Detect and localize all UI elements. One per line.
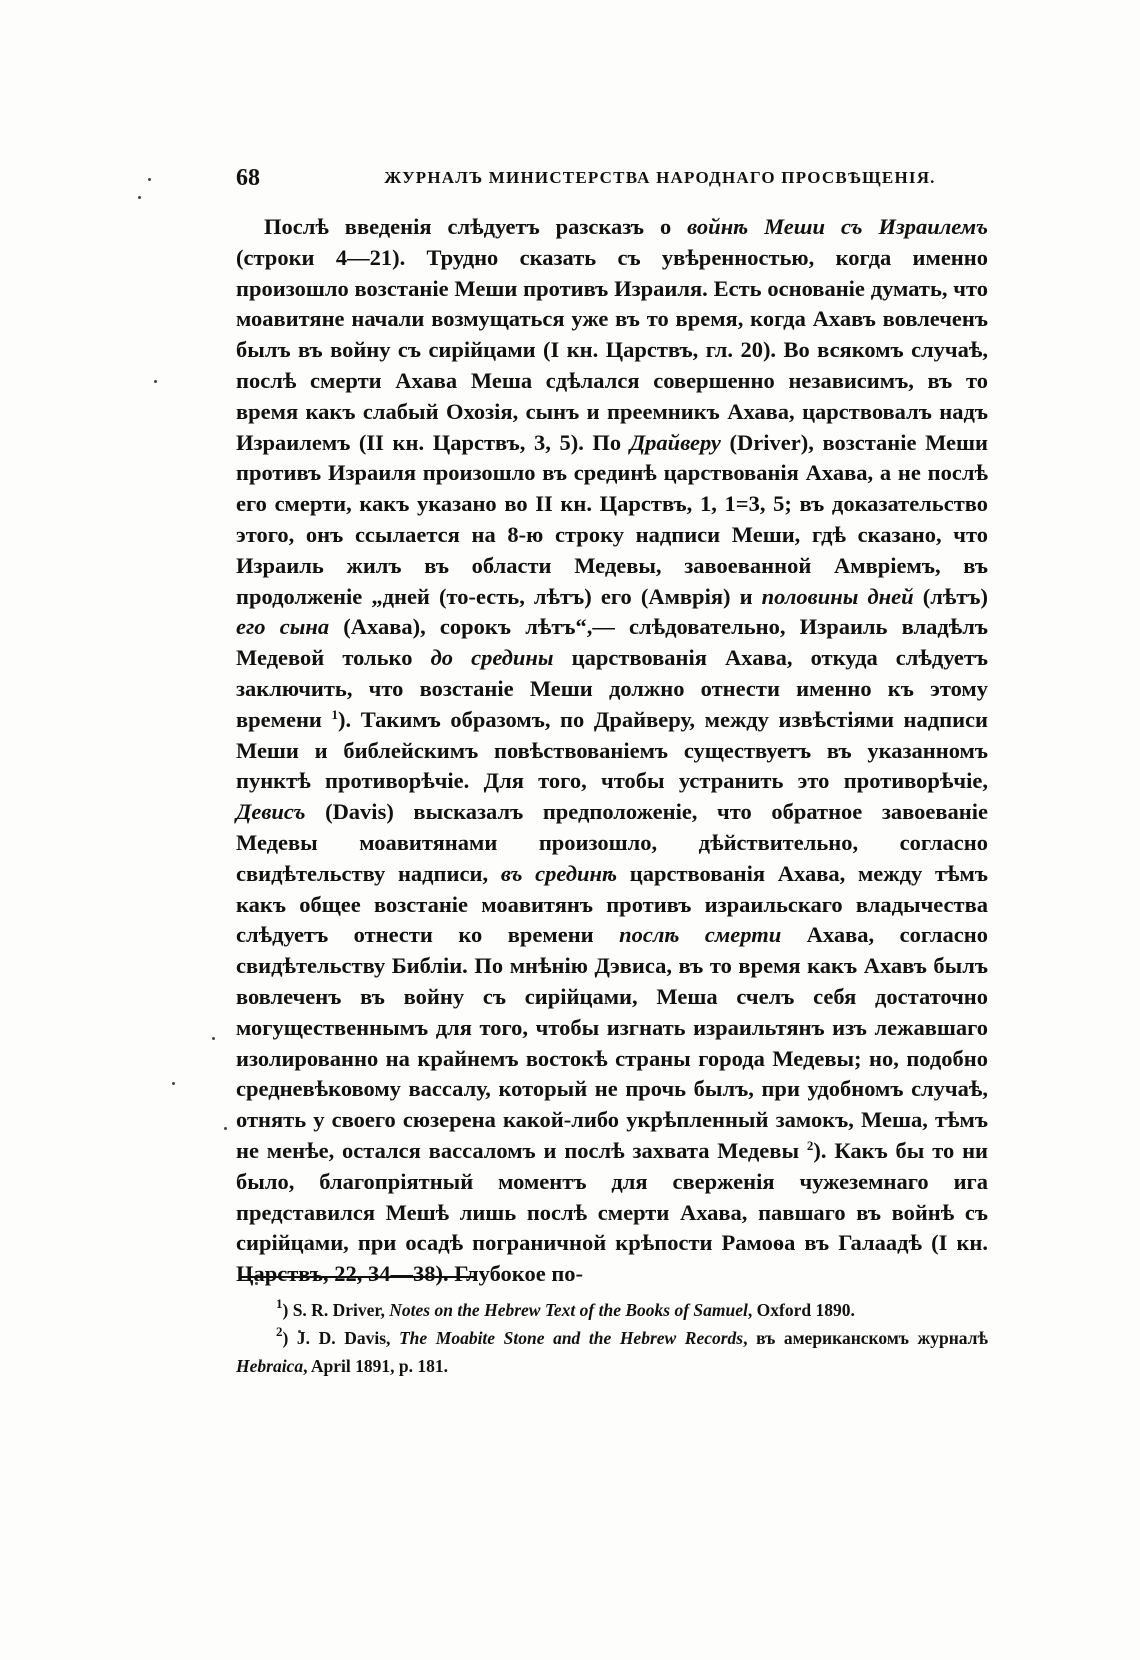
italic-phrase: Драйверу [629,429,721,455]
text-run: Ахава, согласно свидѣтельству Библіи. По мнѣнію Дэвиса, въ то время какъ Ахавъ былъ вовлеченъ въ войну съ сирійцами, Меша счелъ себя достаточно могущественнымъ для того, чтобы изгнать израильтянъ изъ лежавшаго изолированно на крайнемъ востокѣ страны города Медевы; но, подобно средневѣковому вассалу, который не прочь былъ, при удобномъ случаѣ, отнять у своего сюзерена какой-либо укрѣпленный замокъ, Меша, тѣмъ не менѣе, остался вассаломъ и послѣ захвата Медевы [236,922,988,1163]
footnote-mark-1: 1 [276,1296,283,1311]
text-run: царствованія Ахава, откуда слѣдуетъ заключить, что возстаніе Меши должно отнести именно къ этому времени [236,645,989,732]
footnote-1 [236,1296,988,1324]
footnote-text: ) J. D. Davis, [282,1328,399,1348]
text-run: (строки 4—21). Трудно сказать съ увѣренностью, когда именно произошло возстаніе Меши противъ Израиля. Есть основаніе думать, что моавитяне начали возмущаться уже въ то время, когда Ахавъ вовлеченъ былъ въ войну съ сирійцами (I кн. Царствъ, гл. 20). Во всякомъ случаѣ, послѣ смерти Ахава Меша сдѣлался совершенно независимъ, въ то время какъ слабый Охозія, сынъ и преемникъ Ахава, царствовалъ надъ Израилемъ (II кн. Царствъ, 3, 5). По [236,244,988,455]
footnote-text: , въ американскомъ журналѣ [743,1328,989,1348]
scan-speck [224,1127,227,1130]
italic-phrase: Девисъ [236,799,306,825]
footnote-journal: Hebraica [236,1356,304,1376]
footnote-rule [240,1276,476,1278]
text-run: (лѣтъ) [913,583,988,609]
italic-phrase: войнѣ Меши съ Израилемъ [687,214,988,239]
footnote-text: , April 1891, p. 181. [303,1356,448,1376]
italic-phrase: послѣ смерти [619,922,782,948]
footnote-mark-2: 2 [276,1324,283,1339]
text-run: Послѣ введенія слѣдуетъ разсказъ о [264,214,688,239]
footnote-2 [236,1324,988,1380]
footnote-text: ) S. R. Driver, [282,1300,390,1320]
scan-speck [154,380,157,383]
italic-phrase: его сына [236,614,330,640]
footnote-ref-2: 2 [806,1137,814,1153]
page-header [236,158,988,198]
footnote-text: , Oxford 1890. [747,1300,855,1320]
page-number: 68 [236,165,260,191]
footnotes [236,1296,988,1380]
italic-phrase: въ срединѣ [500,860,618,886]
scan-speck [172,1082,175,1085]
text-run: (Ахава), сорокъ лѣтъ“,— слѣдовательно, Израиль владѣлъ Медевой только [236,614,988,671]
text-run: ). Такимъ образомъ, по Драйверу, между извѣстіями надписи Меши и библейскимъ повѣствованіемъ существуетъ въ указанномъ пунктѣ противорѣчіе. Для того, чтобы устранить это противорѣчіе, [236,706,988,794]
scan-speck [212,1037,215,1040]
footnote-title: The Moabite Stone and the Hebrew Records [398,1328,744,1348]
text-run: (Driver), возстаніе Меши противъ Израиля произошло въ срединѣ царствованія Ахава, а не послѣ его смерти, какъ указано во II кн. Царствъ, 1, 1=3, 5; въ доказательство этого, онъ ссылается на 8-ю строку надписи Меши, гдѣ сказано, что Израиль жилъ въ области Медевы, завоеванной Амвріемъ, въ продолженіе „дней (то-есть, лѣтъ) его (Амврія) и [236,429,989,609]
running-head: ЖУРНАЛЪ МИНИСТЕРСТВА НАРОДНАГО ПРОСВѢЩЕНІЯ. [384,168,936,187]
italic-phrase: половины дней [761,583,914,609]
footnote-title: Notes on the Hebrew Text of the Books of Samuel [389,1300,748,1320]
text-run: царствованія Ахава, между тѣмъ какъ общее возстаніе моавитянъ противъ израильскаго владычества слѣдуетъ отнести ко времени [236,860,988,948]
text-run: ). Какъ бы то ни было, благопріятный моментъ для сверженія чужеземнаго ига представился Мешѣ лишь послѣ смерти Ахава, павшаго въ войнѣ съ сирійцами, при осадѣ пограничной крѣпости Рамоѳа въ Галаадѣ (I кн. Царствъ, 22, 34—38). Глубокое по- [236,1137,988,1287]
footnote-ref-1: 1 [331,706,338,722]
scan-speck [138,196,141,199]
text-run: (Davis) высказалъ предположеніе, что обратное завоеваніе Медевы моавитянами произошло, дѣйствительно, согласно свидѣтельству надписи, [236,799,988,886]
italic-phrase: до средины [430,645,554,671]
body-paragraph [236,212,988,1290]
scan-speck [148,178,151,181]
